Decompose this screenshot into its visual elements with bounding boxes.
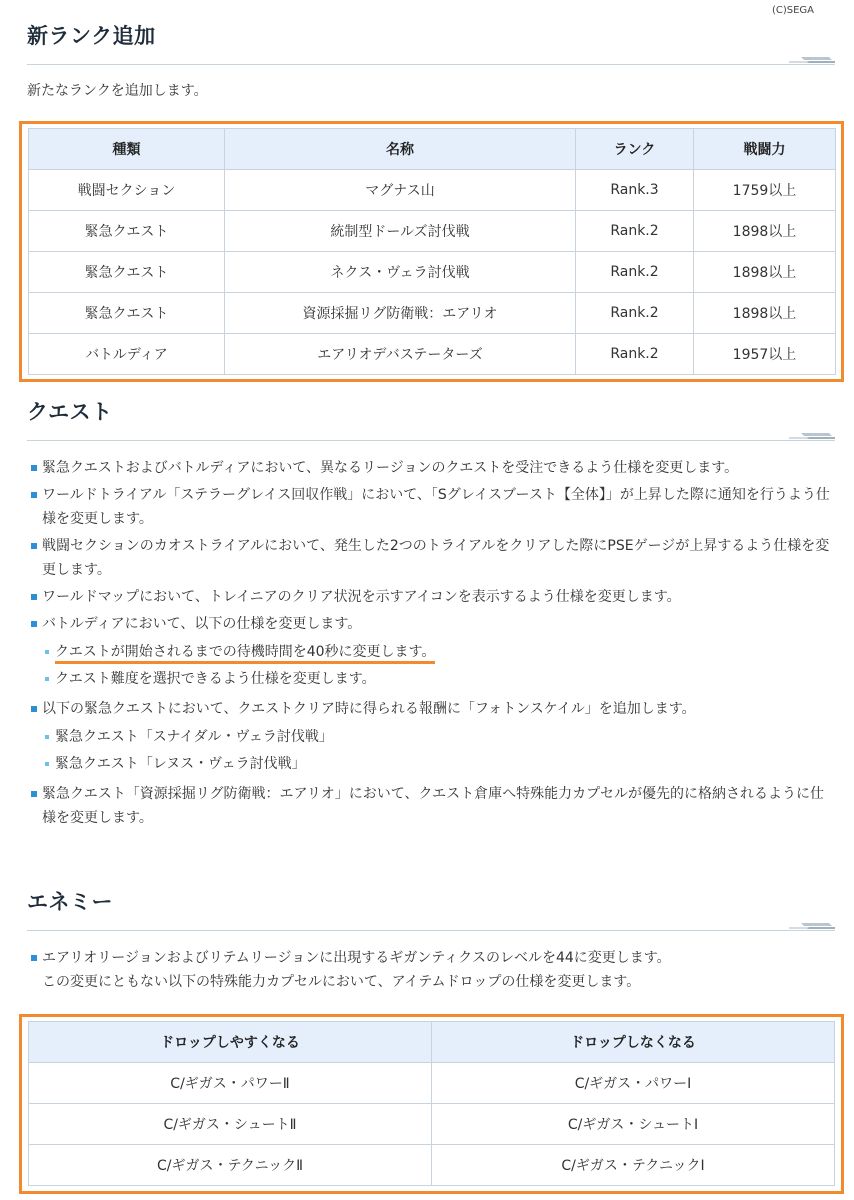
cell-rank: Rank.2 bbox=[576, 211, 694, 252]
list-item-text: 緊急クエストおよびバトルディアにおいて、異なるリージョンのクエストを受注できるよう仕様を変更します。 bbox=[42, 460, 739, 476]
quest-list-wrap bbox=[29, 456, 835, 833]
col-header-power: 戦闘力 bbox=[694, 129, 836, 170]
bullet-square-icon bbox=[31, 465, 37, 471]
bullet-square-icon bbox=[31, 706, 37, 712]
cell-power: 1898以上 bbox=[694, 293, 836, 334]
cell-rank: Rank.3 bbox=[576, 170, 694, 211]
cell-easier-drop: C/ギガス・パワーⅡ bbox=[29, 1063, 432, 1104]
cell-name: マグナス山 bbox=[225, 170, 576, 211]
table-row bbox=[29, 1104, 835, 1145]
list-item-text: 緊急クエスト「資源採掘リグ防衛戦：エアリオ」において、クエスト倉庫へ特殊能力カプセルが優先的に格納されるように仕様を変更します。 bbox=[42, 786, 825, 826]
cell-type: 緊急クエスト bbox=[29, 252, 225, 293]
bullet-dot-icon bbox=[45, 650, 49, 654]
cell-rank: Rank.2 bbox=[576, 252, 694, 293]
col-header-name: 名称 bbox=[225, 129, 576, 170]
drop-table-frame bbox=[19, 1014, 844, 1194]
highlighted-text: クエストが開始されるまでの待機時間を40秒に変更します。 bbox=[55, 644, 435, 664]
list-item-text: 戦闘セクションのカオストライアルにおいて、発生した2つのトライアルをクリアした際にPSEゲージが上昇するよう仕様を変更します。 bbox=[42, 538, 830, 578]
drop-table-header bbox=[29, 1022, 835, 1063]
rank-intro: 新たなランクを追加します。 bbox=[27, 83, 208, 99]
cell-rank: Rank.2 bbox=[576, 293, 694, 334]
col-header-easier-drop: ドロップしやすくなる bbox=[29, 1022, 432, 1063]
copyright-notice: (C)SEGA bbox=[771, 5, 814, 16]
list-item-text: エアリオリージョンおよびリテムリージョンに出現するギガンティクスのレベルを44に変更します。 bbox=[42, 950, 671, 966]
list-item bbox=[29, 456, 835, 480]
cell-type: 緊急クエスト bbox=[29, 211, 225, 252]
photon-scale-sublist bbox=[42, 725, 835, 776]
list-item-text: バトルディアにおいて、以下の仕様を変更します。 bbox=[42, 616, 362, 632]
cell-name: ネクス・ヴェラ討伐戦 bbox=[225, 252, 576, 293]
quest-section-title: クエスト bbox=[27, 400, 113, 424]
sub-list-item-text: 緊急クエスト「スナイダル・ヴェラ討伐戦」 bbox=[55, 729, 333, 745]
list-item bbox=[29, 534, 835, 582]
section-divider bbox=[27, 50, 835, 65]
cell-name: 資源採掘リグ防衛戦：エアリオ bbox=[225, 293, 576, 334]
enemy-list bbox=[29, 946, 835, 994]
col-header-type: 種類 bbox=[29, 129, 225, 170]
list-item-text: ワールドトライアル「ステラーグレイス回収作戦」において、「Sグレイスブースト【全体】」が上昇した際に通知を行うよう仕様を変更します。 bbox=[42, 487, 830, 527]
section-divider bbox=[27, 426, 835, 441]
table-row bbox=[29, 211, 836, 252]
list-item bbox=[29, 612, 835, 691]
table-row bbox=[29, 293, 836, 334]
sub-list-item bbox=[42, 725, 835, 749]
enemy-text-wrap bbox=[29, 946, 835, 997]
drop-table bbox=[28, 1021, 835, 1186]
table-row bbox=[29, 1145, 835, 1186]
list-item-text: ワールドマップにおいて、トレイニアのクリア状況を示すアイコンを表示するよう仕様を変更します。 bbox=[42, 589, 681, 605]
cell-rank: Rank.2 bbox=[576, 334, 694, 375]
bullet-square-icon bbox=[31, 543, 37, 549]
bullet-square-icon bbox=[31, 492, 37, 498]
bullet-square-icon bbox=[31, 955, 37, 961]
col-header-no-drop: ドロップしなくなる bbox=[432, 1022, 835, 1063]
cell-easier-drop: C/ギガス・シュートⅡ bbox=[29, 1104, 432, 1145]
bullet-square-icon bbox=[31, 791, 37, 797]
rank-table bbox=[28, 128, 836, 375]
bullet-dot-icon bbox=[45, 735, 49, 739]
cell-power: 1898以上 bbox=[694, 252, 836, 293]
quest-section bbox=[27, 398, 835, 441]
table-row bbox=[29, 170, 836, 211]
list-item bbox=[29, 585, 835, 609]
list-item bbox=[29, 697, 835, 776]
rank-section-title: 新ランク追加 bbox=[27, 24, 156, 48]
table-row bbox=[29, 252, 836, 293]
rank-section bbox=[27, 22, 835, 65]
enemy-section-title: エネミー bbox=[27, 890, 113, 914]
quest-list bbox=[29, 456, 835, 830]
divider-ornament-icon bbox=[789, 921, 835, 931]
list-item bbox=[29, 946, 835, 994]
cell-no-drop: C/ギガス・テクニックⅠ bbox=[432, 1145, 835, 1186]
cell-power: 1759以上 bbox=[694, 170, 836, 211]
enemy-section bbox=[27, 888, 835, 931]
sub-list-item-text: クエスト難度を選択できるよう仕様を変更します。 bbox=[55, 671, 376, 687]
table-row bbox=[29, 334, 836, 375]
cell-name: 統制型ドールズ討伐戦 bbox=[225, 211, 576, 252]
sub-list-item bbox=[42, 752, 835, 776]
divider-ornament-icon bbox=[789, 431, 835, 441]
list-item bbox=[29, 782, 835, 830]
cell-type: バトルディア bbox=[29, 334, 225, 375]
cell-name: エアリオデバステーターズ bbox=[225, 334, 576, 375]
list-item bbox=[29, 483, 835, 531]
col-header-rank: ランク bbox=[576, 129, 694, 170]
section-divider bbox=[27, 916, 835, 931]
bullet-square-icon bbox=[31, 594, 37, 600]
list-item-text: 以下の緊急クエストにおいて、クエストクリア時に得られる報酬に「フォトンスケイル」を追加します。 bbox=[42, 701, 696, 717]
rank-table-frame bbox=[19, 121, 844, 382]
cell-type: 緊急クエスト bbox=[29, 293, 225, 334]
bullet-dot-icon bbox=[45, 677, 49, 681]
rank-table-header bbox=[29, 129, 836, 170]
cell-power: 1957以上 bbox=[694, 334, 836, 375]
bullet-square-icon bbox=[31, 621, 37, 627]
sub-list-item-text: 緊急クエスト「レヌス・ヴェラ討伐戦」 bbox=[55, 756, 306, 772]
list-item-text-continued: この変更にともない以下の特殊能力カプセルにおいて、アイテムドロップの仕様を変更します。 bbox=[42, 974, 641, 990]
bullet-dot-icon bbox=[45, 762, 49, 766]
battledia-sublist bbox=[42, 640, 835, 691]
cell-no-drop: C/ギガス・パワーⅠ bbox=[432, 1063, 835, 1104]
sub-list-item bbox=[42, 667, 835, 691]
cell-no-drop: C/ギガス・シュートⅠ bbox=[432, 1104, 835, 1145]
cell-power: 1898以上 bbox=[694, 211, 836, 252]
divider-ornament-icon bbox=[789, 55, 835, 65]
sub-list-item bbox=[42, 640, 835, 664]
cell-type: 戦闘セクション bbox=[29, 170, 225, 211]
table-row bbox=[29, 1063, 835, 1104]
cell-easier-drop: C/ギガス・テクニックⅡ bbox=[29, 1145, 432, 1186]
